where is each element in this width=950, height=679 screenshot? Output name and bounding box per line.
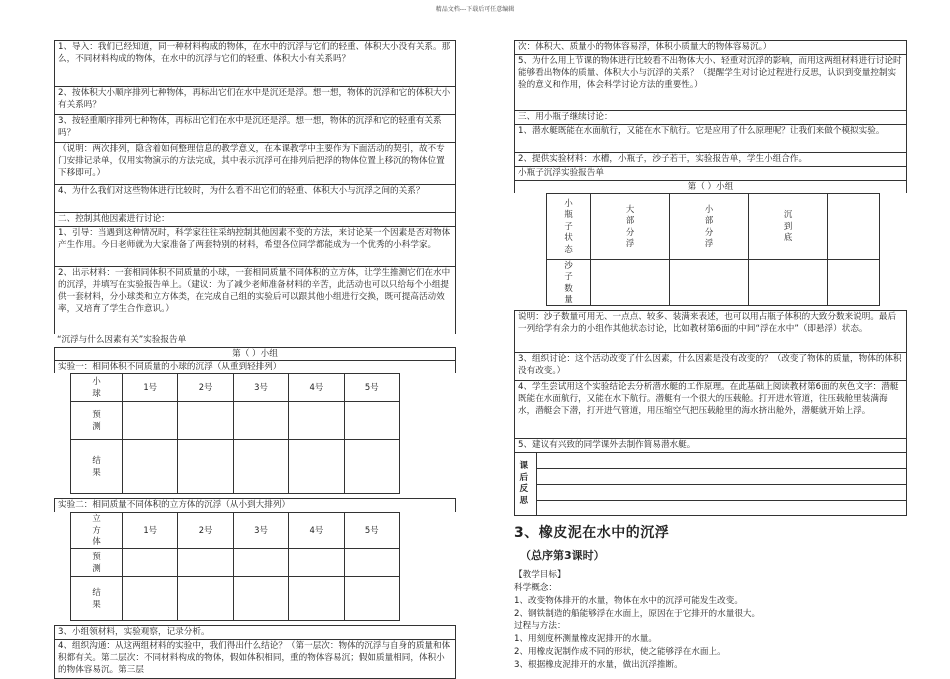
goal-line: 3、根据橡皮泥排开的水量，做出沉浮推断。 [514,660,683,671]
exp2-cell[interactable] [123,549,178,577]
lesson-subtitle: （总序第3课时） [520,548,605,562]
section-heading-3: 三、用小瓶子继续讨论： [514,110,907,124]
section-heading-2: 二、控制其他因素进行讨论： [54,212,456,226]
bottle-cell[interactable] [591,260,670,306]
exp1-num: 3号 [233,374,288,402]
bottle-report-title: 小瓶子沉浮实验报告单 [514,166,907,180]
exp1-cell[interactable] [344,440,399,494]
exp1-row-label: 结果 [71,440,123,494]
goal-line: 过程与方法： [514,621,566,632]
exp2-table [70,512,400,621]
exp1-title: 实验一：相同体积不同质量的小球的沉浮（从重到轻排列） [54,360,456,373]
exp2-cell[interactable] [178,577,233,621]
exp1-cell[interactable] [178,402,233,440]
right-column [514,40,907,672]
exp2-cell[interactable] [233,577,288,621]
page-header: 精品文档---下载后可任意编辑 [435,6,515,13]
materials-paragraph: 2、出示材料：一套相同体积不同质量的小球，一套相同质量不同体积的立方体，让学生推测它们在水中的沉浮，并填写在实验报告单上。（建议：为了减少老师准备材料的辛苦，此活动也可以只给每个小组提供一套材料，分小球类和立方体类，在完成自己组的实验后可以跟其他小组进行交换，既可提高活动效率，又培育了学生合作意识。） [54,266,456,334]
tail-step-4: 4、组织沟通：从这两组材料的实验中，我们得出什么结论？（第一层次：物体的沉浮与自身的质量和体积都有关。第二层次：不同材料构成的物体，假如体积相同，重的物体容易沉；假如质量相同，体积小的物体容易沉。第三层 [54,639,456,679]
bottle-group-line: 第（ ）小组 [514,180,907,193]
goal-line: 2、用橡皮泥制作成不同的形状，使之能够浮在水面上。 [514,647,726,658]
exp2-num: 2号 [178,513,233,549]
exp2-cell[interactable] [289,549,344,577]
exp1-num: 1号 [123,374,178,402]
exp1-cell[interactable] [178,440,233,494]
exp1-num: 2号 [178,374,233,402]
lesson-step-4: 4、为什么我们对这些物体进行比较时，为什么看不出它们的轻重、体积大小与沉浮之间的关系？ [54,184,456,212]
lesson-title: 3、橡皮泥在水中的沉浮 [514,525,670,542]
exp1-cell[interactable] [289,402,344,440]
discussion-5: 5、建议有兴致的同学课外去制作简易潜水艇。 [514,438,907,452]
exp1-num: 4号 [289,374,344,402]
goal-line: 1、用刻度杯测量橡皮泥排开的水量。 [514,634,657,645]
exp2-cell[interactable] [233,549,288,577]
exp1-cell[interactable] [233,440,288,494]
exp2-cell[interactable] [123,577,178,621]
exp2-num: 1号 [123,513,178,549]
exp1-num: 5号 [344,374,399,402]
exp2-num: 5号 [344,513,399,549]
lesson-note: （说明：两次排列，隐含着如何整理信息的教学意义，在本课教学中主要作为下面活动的契引，故不专门安排记录单，仅用实物演示的方法完成，其中表示沉浮可在排列后把浮的物体位置上移沉的物体位置下移即可。） [54,142,456,184]
exp2-cell[interactable] [344,577,399,621]
exp2-cell[interactable] [289,577,344,621]
question-5: 5、为什么用上节课的物体进行比较看不出物体大小、轻重对沉浮的影响，而用这两组材料进行讨论时能够看出物体的质量、体积大小与沉浮的关系？（提醒学生对讨论过程进行反思，认识到变量控制实验的意义和作用，体会科学讨论方法的重要性。） [514,54,907,110]
report-title: “沉浮与什么因素有关”实验报告单 [57,335,187,345]
left-column [54,40,456,679]
materials-line: 2、提供实验材料：水槽，小瓶子，沙子若干，实验报告单，学生小组合作。 [514,152,907,166]
exp2-head: 立方体 [71,513,123,549]
lesson-step-2: 2、按体积大小顺序排列七种物体，再标出它们在水中是沉还是浮。想一想，物体的沉浮和它的体积大小有关系吗？ [54,86,456,114]
reflection-label: 课后反思 [515,453,537,515]
exp1-cell[interactable] [344,402,399,440]
discussion-4: 4、学生尝试用这个实验结论去分析潜水艇的工作原理。在此基础上阅读教材第6面的灰色文字：潜艇既能在水面航行，又能在水下航行。潜艇有一个很大的压载舱。打开进水管道，往压载舱里装满海水，潜艇会下潜，打开进气管道，用压缩空气把压载舱里的海水挤出舱外，潜艇就开始上浮。 [514,380,907,438]
exp1-head: 小球 [71,374,123,402]
lesson-step-3: 3、按轻重顺序排列七种物体，再标出它们在水中是沉还是浮。想一想，物体的沉浮和它的轻重有关系吗？ [54,114,456,142]
exp2-num: 4号 [289,513,344,549]
bottle-note: 说明：沙子数量可用无、一点点、较多、装满来表述，也可以用占瓶子体积的大致分数来说明。最后一列给学有余力的小组作其他状态讨论，比如教材第6面的中间“浮在水中”（即悬浮）状态。 [514,310,907,352]
bottle-col: 小部分浮 [670,194,749,260]
goals-heading: 【教学目标】 [514,569,566,580]
exp1-cell[interactable] [123,402,178,440]
submarine-intro: 1、潜水艇既能在水面航行，又能在水下航行。它是应用了什么原理呢？让我们来做个模拟实验。 [514,124,907,152]
exp2-cell[interactable] [178,549,233,577]
goal-line: 1、改变物体排开的水量，物体在水中的沉浮可能发生改变。 [514,595,743,606]
exp1-table [70,373,400,494]
continued-text: 次：体积大、质量小的物体容易浮，体积小质量大的物体容易沉。） [514,40,907,54]
exp2-row-label: 预测 [71,549,123,577]
lesson-step-1: 1、导入：我们已经知道，同一种材料构成的物体，在水中的沉浮与它们的轻重、体积大小没有关系。那么，不同材料构成的物体，在水中的沉浮与它们的轻重、体积大小有关系吗？ [54,40,456,86]
goal-line: 2、钢铁制造的船能够浮在水面上，原因在于它排开的水量很大。 [514,608,761,619]
exp1-cell[interactable] [289,440,344,494]
discussion-3: 3、组织讨论：这个活动改变了什么因素，什么因素是没有改变的？（改变了物体的质量，物体的体积没有改变。） [514,352,907,380]
bottle-col: 大部分浮 [591,194,670,260]
exp2-title: 实验二：相同质量不同体积的立方体的沉浮（从小到大排列） [54,498,456,512]
bottle-col: 沉到底 [749,194,828,260]
guide-paragraph: 1、引导：当遇到这种情况时，科学家往往采纳控制其他因素不变的方法，来讨论某一个因素是否对物体产生作用。今日老师就为大家准备了两套特别的材料，希望各位同学都能成为一个优秀的小科学家。 [54,226,456,266]
exp2-row-label: 结果 [71,577,123,621]
bottle-table [546,193,880,306]
bottle-cell[interactable] [670,260,749,306]
goal-line: 科学概念： [514,582,557,593]
bottle-cell[interactable] [749,260,828,306]
tail-step-3: 3、小组领材料，实验观察，记录分析。 [54,625,456,639]
bottle-extra-col[interactable] [828,194,880,260]
goals [514,569,907,672]
exp1-cell[interactable] [123,440,178,494]
bottle-row-label: 沙子数量 [547,260,591,306]
exp1-row-label: 预测 [71,402,123,440]
reflection-lines[interactable] [537,453,906,515]
exp2-num: 3号 [233,513,288,549]
bottle-head: 小瓶子状态 [547,194,591,260]
bottle-cell[interactable] [828,260,880,306]
exp1-cell[interactable] [233,402,288,440]
exp2-cell[interactable] [344,549,399,577]
group-line: 第（ ）小组 [54,347,456,360]
reflection-box [514,452,907,516]
